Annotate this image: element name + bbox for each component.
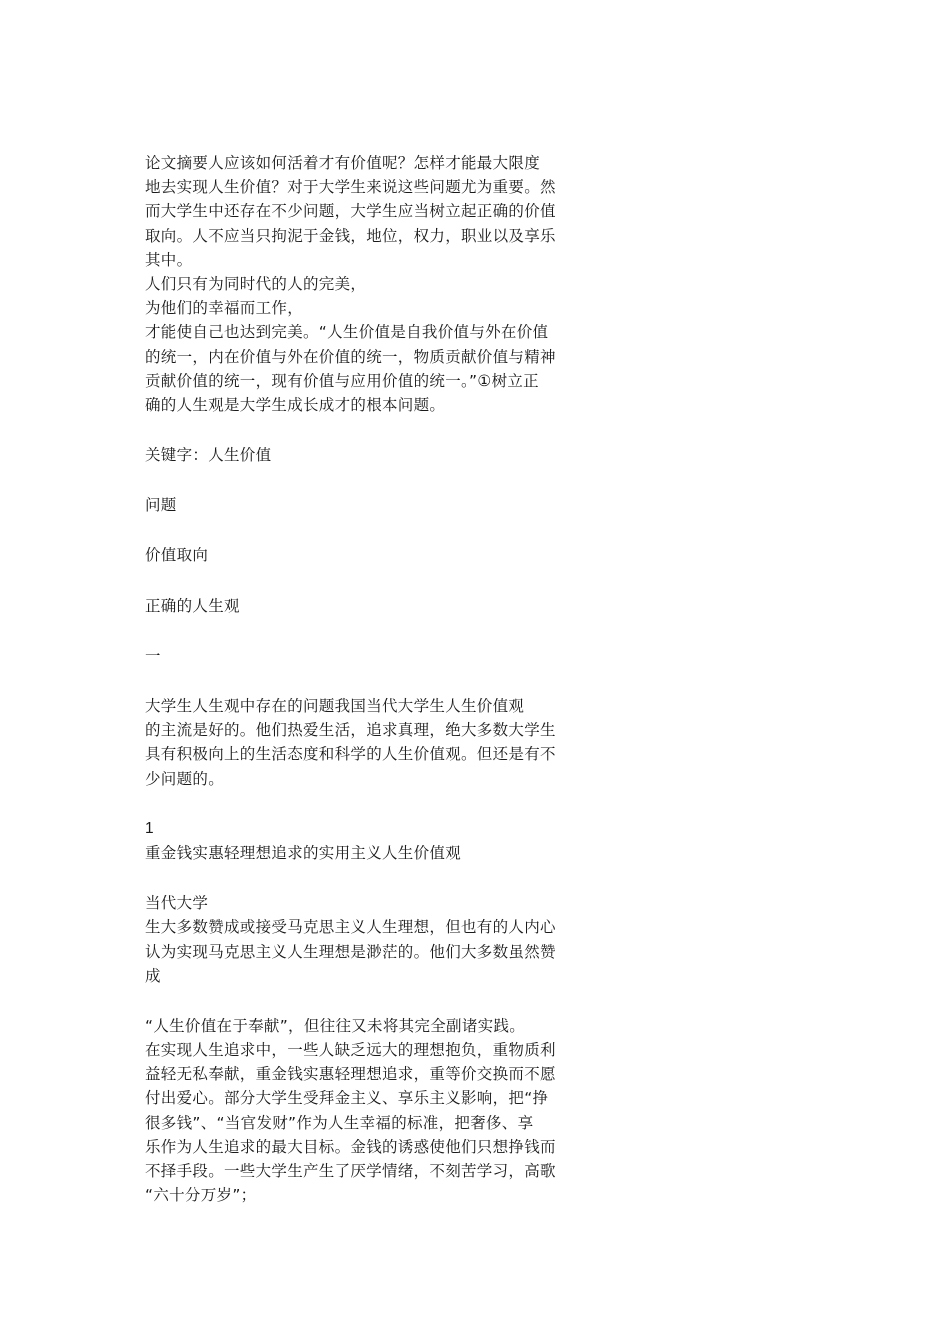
text-line: 人们只有为同时代的人的完美， (145, 274, 367, 293)
text-line: 贡献价值的统一，现有价值与应用价值的统一。”①树立正 (145, 371, 539, 390)
text-line: 才能使自己也达到完美。“人生价值是自我价值与外在价值 (145, 323, 549, 342)
document-body (145, 151, 585, 1207)
text-line: 当代大学 (145, 894, 209, 913)
text-line: 的主流是好的。他们热爱生活，追求真理，绝大多数大学生 (145, 721, 556, 740)
section-paragraph (145, 694, 585, 791)
abstract-paragraph (145, 151, 585, 417)
subsection-title: 重金钱实惠轻理想追求的实用主义人生价值观 (145, 843, 462, 862)
text-line: 为他们的幸福而工作， (145, 299, 304, 318)
text-line: 取向。人不应当只拘泥于金钱，地位，权力，职业以及享乐 (145, 226, 556, 245)
text-line: “六十分万岁”； (145, 1186, 257, 1205)
text-line: 付出爱心。部分大学生受拜金主义、享乐主义影响，把“挣 (145, 1089, 549, 1108)
text-line: 在实现人生追求中，一些人缺乏远大的理想抱负，重物质利 (145, 1041, 556, 1060)
text-line: 地去实现人生价值？对于大学生来说这些问题尤为重要。然 (145, 178, 556, 197)
keyword-item: 问题 (145, 496, 177, 515)
subsection-paragraph (145, 1014, 585, 1208)
text-line: “人生价值在于奉献”，但往往又未将其完全副诸实践。 (145, 1016, 526, 1035)
text-line: 少问题的。 (145, 769, 225, 788)
subsection-paragraph (145, 915, 585, 988)
keywords-label: 关键字：人生价值 (145, 446, 272, 465)
section-number: 一 (145, 646, 161, 665)
text-line: 生大多数赞成或接受马克思主义人生理想，但也有的人内心 (145, 918, 556, 937)
text-line: 论文摘要人应该如何活着才有价值呢？怎样才能最大限度 (145, 154, 541, 172)
text-line: 认为实现马克思主义人生理想是渺茫的。他们大多数虽然赞 (145, 942, 556, 961)
text-line: 具有积极向上的生活态度和科学的人生价值观。但还是有不 (145, 745, 556, 764)
text-line: 而大学生中还存在不少问题，大学生应当树立起正确的价值 (145, 202, 556, 221)
text-line: 的统一，内在价值与外在价值的统一，物质贡献价值与精神 (145, 347, 556, 366)
text-line: 乐作为人生追求的最大目标。金钱的诱惑使他们只想挣钱而 (145, 1137, 556, 1156)
keyword-item: 价值取向 (145, 546, 209, 565)
text-line: 很多钱”、“当官发财”作为人生幸福的标准，把奢侈、享 (145, 1113, 534, 1132)
text-line: 确的人生观是大学生成长成才的根本问题。 (145, 395, 446, 414)
text-line: 不择手段。一些大学生产生了厌学情绪，不刻苦学习，高歌 (145, 1162, 556, 1180)
keyword-item: 正确的人生观 (145, 596, 240, 615)
text-line: 成 (145, 966, 161, 985)
text-line: 益轻无私奉献，重金钱实惠轻理想追求，重等价交换而不愿 (145, 1065, 556, 1084)
text-line: 大学生人生观中存在的问题我国当代大学生人生价值观 (145, 697, 525, 715)
text-line: 其中。 (145, 250, 193, 269)
subsection-number: 1 (145, 819, 154, 837)
